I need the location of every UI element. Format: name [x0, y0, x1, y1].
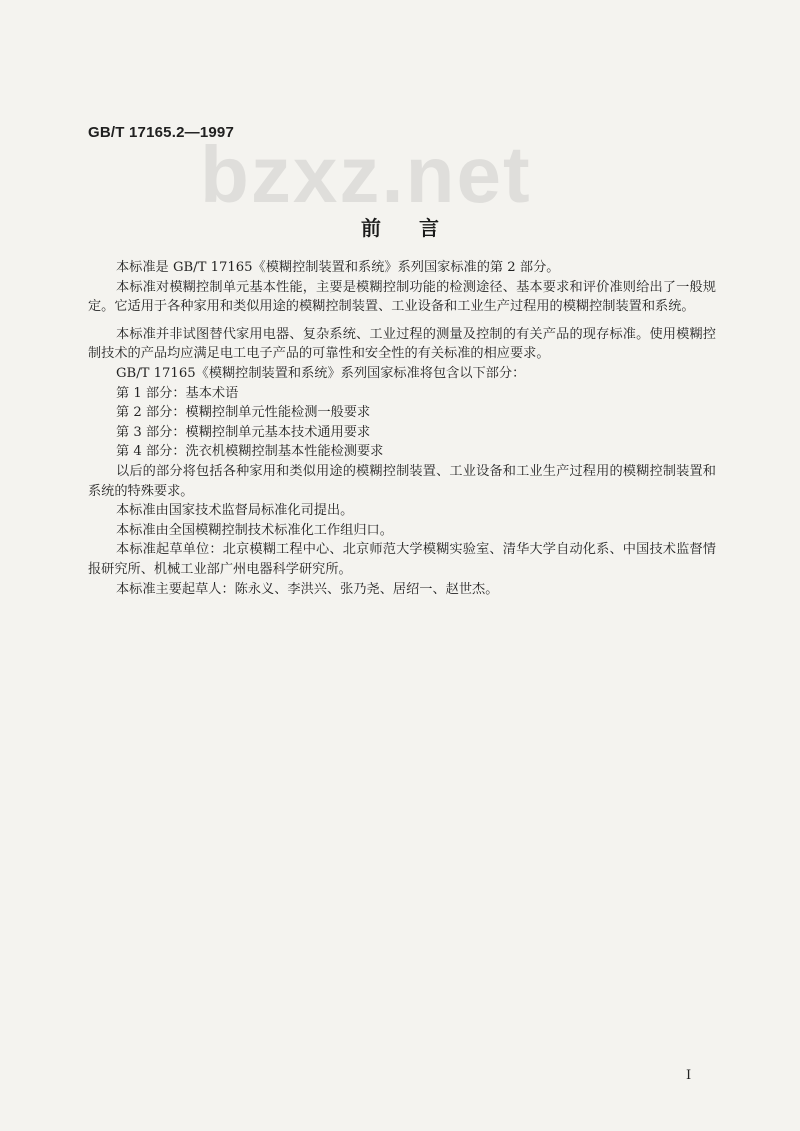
paragraph: 本标准主要起草人：陈永义、李洪兴、张乃尧、居绍一、赵世杰。	[116, 581, 499, 597]
list-item: 第 2 部分：模糊控制单元性能检测一般要求	[116, 405, 371, 421]
section-title: 前言	[361, 216, 477, 240]
paragraph: 本标准对模糊控制单元基本性能，主要是模糊控制功能的检测途径、基本要求和评价准则给出了一般规定。它适用于各种家用和类似用途的模糊控制装置、工业设备和工业生产过程用的模糊控制装置和系统。	[88, 279, 716, 315]
standard-number: GB/T 17165.2—1997	[88, 124, 234, 141]
paragraph: 本标准由国家技术监督局标准化司提出。	[116, 503, 354, 519]
paragraph: GB/T 17165《模糊控制装置和系统》系列国家标准将包含以下部分：	[116, 365, 526, 381]
watermark: bzxz.net	[200, 130, 532, 219]
list-item: 第 3 部分：模糊控制单元基本技术通用要求	[116, 424, 371, 440]
foreword-body	[88, 258, 716, 599]
paragraph: 本标准由全国模糊控制技术标准化工作组归口。	[116, 522, 393, 538]
list-item: 第 4 部分：洗衣机模糊控制基本性能检测要求	[116, 444, 384, 460]
paragraph: 本标准起草单位：北京模糊工程中心、北京师范大学模糊实验室、清华大学自动化系、中国技术监督情报研究所、机械工业部广州电器科学研究所。	[88, 542, 716, 577]
paragraph: 本标准并非试图替代家用电器、复杂系统、工业过程的测量及控制的有关产品的现存标准。使用模糊控制技术的产品均应满足电工电子产品的可靠性和安全性的有关标准的相应要求。	[88, 326, 716, 362]
page-number: I	[686, 1068, 692, 1083]
paragraph: 以后的部分将包括各种家用和类似用途的模糊控制装置、工业设备和工业生产过程用的模糊控制装置和系统的特殊要求。	[88, 463, 716, 499]
list-item: 第 1 部分：基本术语	[116, 385, 239, 401]
paragraph: 本标准是 GB/T 17165《模糊控制装置和系统》系列国家标准的第 2 部分。	[116, 260, 560, 275]
